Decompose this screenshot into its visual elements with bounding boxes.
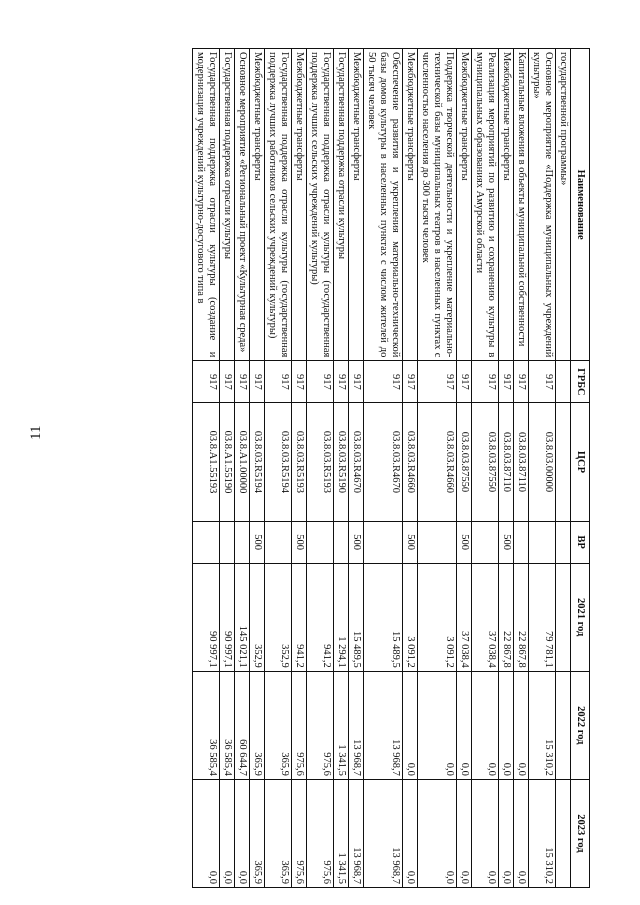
cell-vr: 500 [292,521,307,563]
table-row [265,49,292,888]
table-row [499,49,514,888]
cell-2022: 36 585,4 [193,671,220,779]
header-2023: 2023 год [571,779,590,887]
table-header-row [571,49,590,888]
cell-2021: 15 489,5 [364,563,403,671]
cell-2022: 13 968,7 [364,671,403,779]
cell-2021: 90 997,1 [220,563,235,671]
cell-name: Межбюджетные трансферты [499,49,514,361]
cell-grbs: 917 [334,361,349,403]
cell-2023: 365,9 [250,779,265,887]
cell-2022: 365,9 [265,671,292,779]
cell-grbs: 917 [403,361,418,403]
cell-2022: 0,0 [514,671,529,779]
header-name: Наименование [571,49,590,361]
cell-grbs: 917 [349,361,364,403]
cell-2022: 60 644,7 [235,671,250,779]
cell-2021: 941,2 [292,563,307,671]
cell-2022: 975,6 [307,671,334,779]
cell-vr [307,521,334,563]
cell-2021: 1 294,1 [334,563,349,671]
table-row [418,49,457,888]
table-row [250,49,265,888]
cell-csr: 03.8.A1.00000 [235,403,250,521]
cell-2022: 13 968,7 [349,671,364,779]
table-row [403,49,418,888]
cell-vr [265,521,292,563]
table-row [529,49,556,888]
cell-grbs: 917 [265,361,292,403]
cell-vr [193,521,220,563]
cell-csr: 03.8.03.R5194 [265,403,292,521]
rotated-table-container [70,48,590,888]
cell-2022: 15 310,2 [529,671,556,779]
cell-name: Государственная поддержка отрасли культуры (государственная поддержка лучших сельских учреждений культуры) [307,49,334,361]
cell-2021: 79 781,1 [529,563,556,671]
cell-csr: 03.8.03.R4660 [403,403,418,521]
table-row [472,49,499,888]
table-row [457,49,472,888]
cell-csr: 03.8.03.87110 [499,403,514,521]
cell-2023: 0,0 [499,779,514,887]
cell-2022: 0,0 [499,671,514,779]
cell-vr [514,521,529,563]
cell-csr: 03.8.03.R5190 [334,403,349,521]
cell-vr [364,521,403,563]
cell-vr: 500 [250,521,265,563]
cell-name: Межбюджетные трансферты [349,49,364,361]
cell-grbs: 917 [220,361,235,403]
cell-2021: 3 091,2 [418,563,457,671]
page-number: 11 [28,425,44,440]
cell-2023: 365,9 [265,779,292,887]
cell-2021: 352,9 [250,563,265,671]
cell-grbs: 917 [250,361,265,403]
cell-name: Государственная поддержка отрасли культуры (государственная поддержка лучших работников сельских учреждений культуры) [265,49,292,361]
cell-name: государственной программы» [556,49,571,361]
cell-grbs: 917 [499,361,514,403]
cell-2021: 37 038,4 [457,563,472,671]
cell-2023: 0,0 [220,779,235,887]
table-row [220,49,235,888]
cell-2023: 975,6 [292,779,307,887]
cell-csr: 03.8.A1.55193 [193,403,220,521]
cell-2022: 0,0 [472,671,499,779]
table-row [307,49,334,888]
table-row [193,49,220,888]
cell-2022: 36 585,4 [220,671,235,779]
table-row [514,49,529,888]
cell-vr [472,521,499,563]
cell-grbs: 917 [472,361,499,403]
cell-name: Межбюджетные трансферты [292,49,307,361]
cell-2022: 0,0 [403,671,418,779]
table-row [556,49,571,888]
cell-2023: 15 310,2 [529,779,556,887]
table-row [292,49,307,888]
cell-2023: 0,0 [235,779,250,887]
table-row [235,49,250,888]
cell-vr: 500 [499,521,514,563]
cell-csr: 03.8.03.R4670 [349,403,364,521]
header-grbs: ГРБС [571,361,590,403]
cell-name: Межбюджетные трансферты [250,49,265,361]
cell-2021: 22 867,8 [514,563,529,671]
cell-2022: 0,0 [457,671,472,779]
cell-2021: 3 091,2 [403,563,418,671]
cell-2022: 1 341,5 [334,671,349,779]
cell-vr: 500 [457,521,472,563]
table-row [334,49,349,888]
cell-2023: 0,0 [457,779,472,887]
cell-grbs: 917 [364,361,403,403]
budget-table [192,48,590,888]
cell-vr [556,521,571,563]
cell-2023: 0,0 [514,779,529,887]
cell-csr: 03.8.03.00000 [529,403,556,521]
table-row [349,49,364,888]
cell-csr: 03.8.03.87550 [457,403,472,521]
cell-vr [220,521,235,563]
header-2021: 2021 год [571,563,590,671]
cell-csr: 03.8.A1.55190 [220,403,235,521]
cell-grbs: 917 [307,361,334,403]
cell-2021: 352,9 [265,563,292,671]
cell-2021: 941,2 [307,563,334,671]
cell-2022: 975,6 [292,671,307,779]
cell-name: Основное мероприятие «Поддержка муниципальных учреждений культуры» [529,49,556,361]
cell-csr: 03.8.03.87550 [472,403,499,521]
header-csr: ЦСР [571,403,590,521]
cell-name: Основное мероприятие «Региональный проект «Культурная среда» [235,49,250,361]
cell-2023: 0,0 [403,779,418,887]
cell-grbs: 917 [292,361,307,403]
cell-2021: 37 038,4 [472,563,499,671]
cell-2023: 13 968,7 [349,779,364,887]
cell-csr: 03.8.03.87110 [514,403,529,521]
cell-2021: 145 021,1 [235,563,250,671]
cell-2023: 1 341,5 [334,779,349,887]
cell-2023: 975,6 [307,779,334,887]
cell-vr [529,521,556,563]
cell-csr: 03.8.03.R5194 [250,403,265,521]
cell-2023 [556,779,571,887]
header-2022: 2022 год [571,671,590,779]
cell-name: Государственная поддержка отрасли культуры (создание и модернизация учреждений культурно-досугового типа в [193,49,220,361]
cell-grbs: 917 [235,361,250,403]
cell-name: Межбюджетные трансферты [403,49,418,361]
cell-2022 [556,671,571,779]
cell-2021: 22 867,8 [499,563,514,671]
cell-2021: 90 997,1 [193,563,220,671]
cell-2023: 0,0 [193,779,220,887]
cell-csr: 03.8.03.R4660 [418,403,457,521]
cell-name: Обеспечение развития и укрепления материально-технической базы домов культуры в населенных пунктах с числом жителей до 50 тысяч человек [364,49,403,361]
cell-grbs: 917 [457,361,472,403]
cell-2021 [556,563,571,671]
cell-grbs [556,361,571,403]
cell-name: Государственная поддержка отрасли культуры [220,49,235,361]
cell-grbs: 917 [193,361,220,403]
cell-2022: 0,0 [418,671,457,779]
cell-vr [334,521,349,563]
cell-name: Капитальные вложения в объекты муниципальной собственности [514,49,529,361]
cell-2022: 365,9 [250,671,265,779]
cell-csr: 03.8.03.R5193 [307,403,334,521]
cell-2023: 13 968,7 [364,779,403,887]
table-row [364,49,403,888]
cell-name: Межбюджетные трансферты [457,49,472,361]
cell-csr [556,403,571,521]
cell-csr: 03.8.03.R4670 [364,403,403,521]
cell-name: Поддержка творческой деятельности и укрепление материально-технической базы муниципальных театров в населенных пунктах с численностью населения до 300 тысяч человек [418,49,457,361]
cell-grbs: 917 [418,361,457,403]
cell-vr [235,521,250,563]
cell-vr: 500 [349,521,364,563]
cell-name: Реализация мероприятий по развитию и сохранению культуры в муниципальных образованиях Амурской области [472,49,499,361]
cell-name: Государственная поддержка отрасли культуры [334,49,349,361]
table-body [193,49,571,888]
cell-2021: 15 489,5 [349,563,364,671]
cell-2023: 0,0 [418,779,457,887]
cell-vr: 500 [403,521,418,563]
cell-csr: 03.8.03.R5193 [292,403,307,521]
cell-grbs: 917 [529,361,556,403]
cell-vr [418,521,457,563]
cell-2023: 0,0 [472,779,499,887]
cell-grbs: 917 [514,361,529,403]
header-vr: ВР [571,521,590,563]
